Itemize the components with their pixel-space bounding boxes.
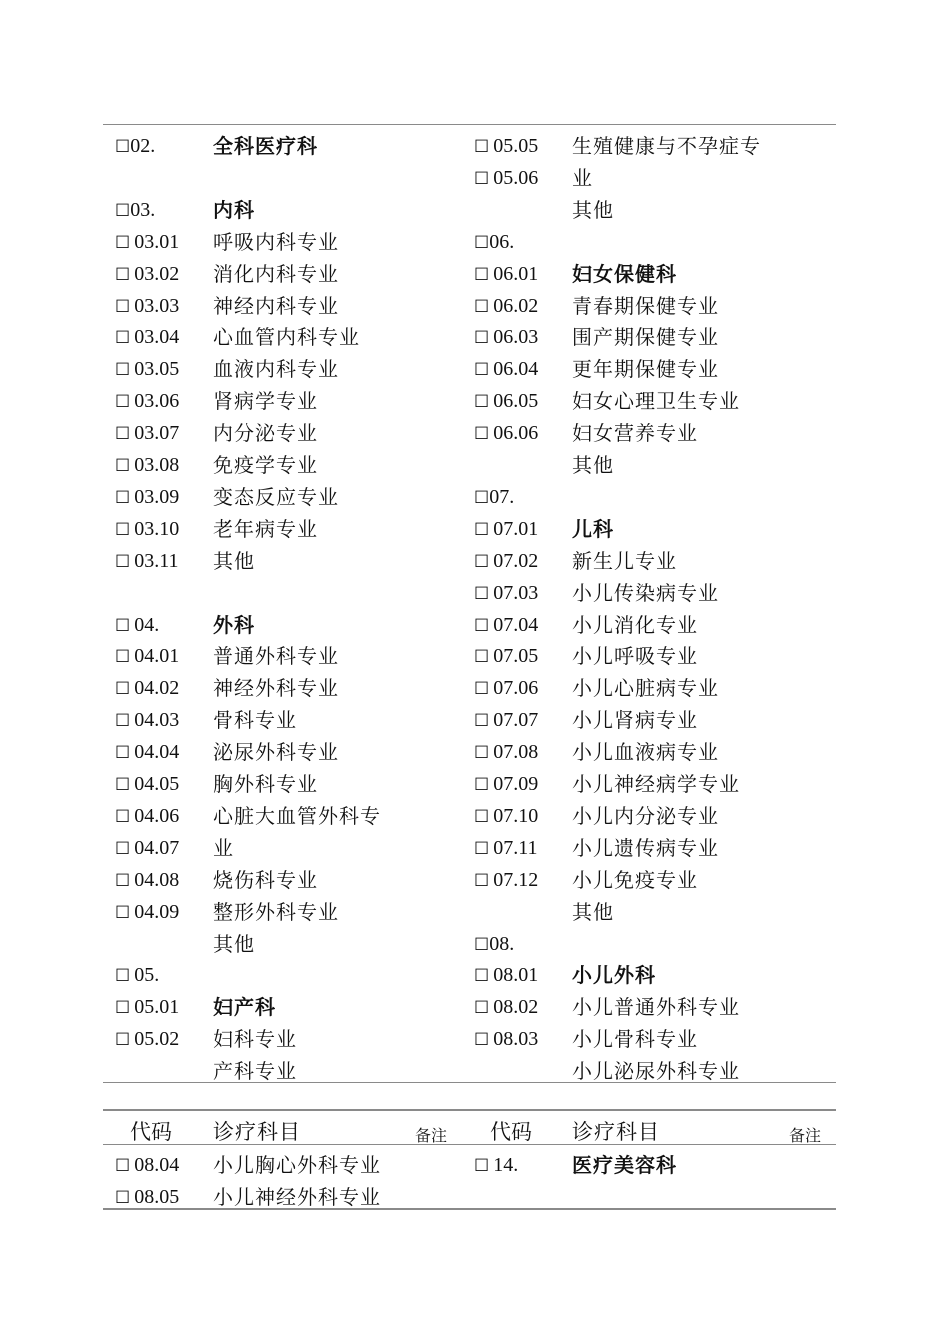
list-item <box>0 353 950 385</box>
checkbox[interactable]: ☐ <box>115 966 131 986</box>
checkbox[interactable]: ☐ <box>115 998 131 1018</box>
checkbox[interactable]: ☐ <box>115 456 131 476</box>
subject-header-right: 诊疗科目 <box>572 1120 660 1144</box>
code-text: 07.04 <box>493 614 539 636</box>
checkbox[interactable]: ☐ <box>115 137 131 157</box>
subject-name: 其他 <box>213 549 255 573</box>
list-item <box>0 896 950 928</box>
subject-name: 围产期保健专业 <box>572 325 719 349</box>
code-text: 07.12 <box>493 869 539 891</box>
subject-code <box>474 481 514 514</box>
subject-code <box>474 130 538 163</box>
subject-name: 内科 <box>213 198 255 222</box>
code-text: 04.09 <box>134 901 180 923</box>
code-text: 02. <box>130 135 156 157</box>
top-rule <box>103 124 836 125</box>
subject-name: 免疫学专业 <box>213 453 318 477</box>
code-text: 07. <box>489 486 515 508</box>
list-item <box>0 1055 950 1087</box>
checkbox[interactable]: ☐ <box>474 839 490 859</box>
code-text: 08.03 <box>493 1028 539 1050</box>
subject-name: 心血管内科专业 <box>213 325 360 349</box>
checkbox[interactable]: ☐ <box>474 392 490 412</box>
note-header-right: 备注 <box>789 1126 822 1145</box>
list-item <box>0 577 950 609</box>
subject-name: 小儿传染病专业 <box>572 581 719 605</box>
subject-code <box>474 800 538 833</box>
checkbox[interactable]: ☐ <box>474 679 490 699</box>
code-text: 08.01 <box>493 964 539 986</box>
subject-code <box>474 640 538 673</box>
subject-name: 全科医疗科 <box>213 134 318 158</box>
subject-name: 新生儿专业 <box>572 549 677 573</box>
subject-code <box>474 545 538 578</box>
list-item <box>0 321 950 353</box>
list-item <box>0 768 950 800</box>
list-item <box>0 1181 950 1213</box>
code-text: 03.11 <box>134 550 179 572</box>
subject-code <box>474 290 538 323</box>
subject-code <box>474 577 538 610</box>
checkbox[interactable]: ☐ <box>474 328 490 348</box>
list-item <box>0 226 950 258</box>
checkbox[interactable]: ☐ <box>474 424 490 444</box>
checkbox[interactable]: ☐ <box>474 711 490 731</box>
code-text: 03.09 <box>134 486 180 508</box>
subject-code <box>474 417 538 450</box>
code-text: 04.03 <box>134 709 180 731</box>
subject-name: 小儿血液病专业 <box>572 740 719 764</box>
list-item <box>0 609 950 641</box>
subject-name: 妇女心理卫生专业 <box>572 389 740 413</box>
subject-code <box>474 768 538 801</box>
subject-name: 内分泌专业 <box>213 421 318 445</box>
code-text: 07.09 <box>493 773 539 795</box>
subject-code <box>115 1181 179 1214</box>
subject-code <box>474 1149 518 1182</box>
checkbox[interactable]: ☐ <box>474 775 490 795</box>
subject-code <box>474 385 538 418</box>
subject-name: 小儿呼吸专业 <box>572 644 698 668</box>
checkbox[interactable]: ☐ <box>115 424 131 444</box>
subject-code <box>474 162 538 195</box>
subject-name: 骨科专业 <box>213 708 297 732</box>
code-text: 03.01 <box>134 231 180 253</box>
subject-code <box>474 321 538 354</box>
subject-code <box>474 928 514 961</box>
code-text: 07.01 <box>493 518 539 540</box>
code-text: 07.03 <box>493 582 539 604</box>
note-header-left: 备注 <box>415 1126 448 1145</box>
subject-name: 呼吸内科专业 <box>213 230 339 254</box>
subject-code <box>474 258 538 291</box>
code-text: 06.03 <box>493 326 539 348</box>
list-item <box>0 130 950 162</box>
subject-code <box>474 672 538 705</box>
subject-name: 小儿骨科专业 <box>572 1027 698 1051</box>
subject-name: 小儿内分泌专业 <box>572 804 719 828</box>
code-text: 06.02 <box>493 295 539 317</box>
subject-name: 小儿遗传病专业 <box>572 836 719 860</box>
list-item <box>0 513 950 545</box>
checkbox[interactable]: ☐ <box>474 233 490 253</box>
checkbox[interactable]: ☐ <box>115 392 131 412</box>
checkbox[interactable]: ☐ <box>115 743 131 763</box>
checkbox[interactable]: ☐ <box>115 201 131 221</box>
checkbox[interactable]: ☐ <box>474 297 490 317</box>
header-top-rule <box>103 1109 836 1111</box>
checkbox[interactable]: ☐ <box>115 1156 131 1176</box>
subject-name: 小儿神经病学专业 <box>572 772 740 796</box>
checkbox[interactable]: ☐ <box>115 488 131 508</box>
subject-name: 其他 <box>213 932 255 956</box>
subject-code <box>474 959 538 992</box>
code-text: 03.04 <box>134 326 180 348</box>
checkbox[interactable]: ☐ <box>115 552 131 572</box>
list-item <box>0 991 950 1023</box>
subject-name: 小儿消化专业 <box>572 613 698 637</box>
list-item <box>0 832 950 864</box>
checkbox[interactable]: ☐ <box>474 584 490 604</box>
subject-name: 整形外科专业 <box>213 900 339 924</box>
checkbox[interactable]: ☐ <box>474 807 490 827</box>
code-text: 14. <box>493 1154 519 1176</box>
subject-code <box>474 513 538 546</box>
checkbox[interactable]: ☐ <box>115 1030 131 1050</box>
subject-name: 其他 <box>572 198 614 222</box>
list-item <box>0 928 950 960</box>
list-item <box>0 1149 950 1181</box>
code-text: 04.08 <box>134 869 180 891</box>
code-text: 06.04 <box>493 358 539 380</box>
code-text: 07.07 <box>493 709 539 731</box>
checkbox[interactable]: ☐ <box>115 871 131 891</box>
list-item <box>0 864 950 896</box>
list-item <box>0 545 950 577</box>
list-item <box>0 417 950 449</box>
subject-code <box>474 991 538 1024</box>
code-text: 06. <box>489 231 515 253</box>
code-text: 04.05 <box>134 773 180 795</box>
checkbox[interactable]: ☐ <box>474 1156 490 1176</box>
code-text: 03.03 <box>134 295 180 317</box>
subject-name: 业 <box>572 166 593 190</box>
subject-name: 业 <box>213 836 234 860</box>
subject-name: 神经外科专业 <box>213 676 339 700</box>
subject-name: 心脏大血管外科专 <box>213 804 381 828</box>
subject-name: 青春期保健专业 <box>572 294 719 318</box>
subject-code <box>474 1023 538 1056</box>
subject-name: 其他 <box>572 453 614 477</box>
checkbox[interactable]: ☐ <box>474 552 490 572</box>
subject-name: 妇科专业 <box>213 1027 297 1051</box>
subject-name: 老年病专业 <box>213 517 318 541</box>
subject-name: 小儿普通外科专业 <box>572 995 740 1019</box>
checkbox[interactable]: ☐ <box>474 743 490 763</box>
subject-name: 小儿肾病专业 <box>572 708 698 732</box>
checkbox[interactable]: ☐ <box>115 233 131 253</box>
code-text: 05. <box>134 964 160 986</box>
list-item <box>0 640 950 672</box>
checkbox[interactable]: ☐ <box>115 328 131 348</box>
checkbox[interactable]: ☐ <box>115 679 131 699</box>
checkbox[interactable]: ☐ <box>115 839 131 859</box>
code-text: 04.04 <box>134 741 180 763</box>
list-item <box>0 449 950 481</box>
checkbox[interactable]: ☐ <box>115 807 131 827</box>
code-text: 03.02 <box>134 263 180 285</box>
subject-name: 更年期保健专业 <box>572 357 719 381</box>
code-text: 04.07 <box>134 837 180 859</box>
code-text: 03.05 <box>134 358 180 380</box>
subject-name: 普通外科专业 <box>213 644 339 668</box>
checkbox[interactable]: ☐ <box>115 520 131 540</box>
code-text: 07.05 <box>493 645 539 667</box>
checkbox[interactable]: ☐ <box>115 775 131 795</box>
checkbox[interactable]: ☐ <box>474 935 490 955</box>
code-text: 04.06 <box>134 805 180 827</box>
code-text: 05.02 <box>134 1028 180 1050</box>
checkbox[interactable]: ☐ <box>474 647 490 667</box>
code-text: 07.11 <box>493 837 538 859</box>
checkbox[interactable]: ☐ <box>115 297 131 317</box>
code-text: 04. <box>134 614 160 636</box>
subject-name: 烧伤科专业 <box>213 868 318 892</box>
list-item <box>0 704 950 736</box>
checkbox[interactable]: ☐ <box>474 265 490 285</box>
code-text: 07.06 <box>493 677 539 699</box>
list-item <box>0 959 950 991</box>
subject-name: 产科专业 <box>213 1059 297 1083</box>
subject-name: 生殖健康与不孕症专 <box>572 134 761 158</box>
checkbox[interactable]: ☐ <box>115 647 131 667</box>
subject-name: 肾病学专业 <box>213 389 318 413</box>
subject-header-left: 诊疗科目 <box>213 1120 301 1144</box>
checkbox[interactable]: ☐ <box>474 488 490 508</box>
subject-name: 外科 <box>213 613 255 637</box>
subject-code <box>474 353 538 386</box>
subject-name: 医疗美容科 <box>572 1153 677 1177</box>
list-item <box>0 258 950 290</box>
code-text: 03.07 <box>134 422 180 444</box>
subject-name: 妇女营养专业 <box>572 421 698 445</box>
subject-name: 消化内科专业 <box>213 262 339 286</box>
subject-name: 小儿外科 <box>572 963 656 987</box>
subject-code <box>474 832 538 865</box>
code-text: 07.02 <box>493 550 539 572</box>
list-item <box>0 194 950 226</box>
checkbox[interactable]: ☐ <box>474 998 490 1018</box>
code-text: 05.05 <box>493 135 539 157</box>
checkbox[interactable]: ☐ <box>115 360 131 380</box>
code-text: 03.10 <box>134 518 180 540</box>
checkbox[interactable]: ☐ <box>474 871 490 891</box>
list-item <box>0 481 950 513</box>
subject-name: 胸外科专业 <box>213 772 318 796</box>
subject-name: 神经内科专业 <box>213 294 339 318</box>
checkbox[interactable]: ☐ <box>474 137 490 157</box>
code-text: 08.05 <box>134 1186 180 1208</box>
subject-name: 妇产科 <box>213 995 276 1019</box>
checkbox[interactable]: ☐ <box>474 966 490 986</box>
code-text: 08.04 <box>134 1154 180 1176</box>
code-text: 07.10 <box>493 805 539 827</box>
checkbox[interactable]: ☐ <box>115 711 131 731</box>
code-header-right: 代码 <box>490 1120 532 1144</box>
code-text: 05.01 <box>134 996 180 1018</box>
subject-name: 血液内科专业 <box>213 357 339 381</box>
code-text: 06.06 <box>493 422 539 444</box>
subject-name: 小儿免疫专业 <box>572 868 698 892</box>
subject-code <box>474 609 538 642</box>
list-item <box>0 385 950 417</box>
code-text: 03.08 <box>134 454 180 476</box>
subject-name: 小儿胸心外科专业 <box>213 1153 381 1177</box>
checkbox[interactable]: ☐ <box>474 360 490 380</box>
subject-name: 小儿心脏病专业 <box>572 676 719 700</box>
checkbox[interactable]: ☐ <box>474 616 490 636</box>
subject-name: 小儿泌尿外科专业 <box>572 1059 740 1083</box>
code-text: 05.06 <box>493 167 539 189</box>
code-text: 04.02 <box>134 677 180 699</box>
checkbox[interactable]: ☐ <box>115 903 131 923</box>
list-item <box>0 290 950 322</box>
code-text: 03. <box>130 199 156 221</box>
code-text: 07.08 <box>493 741 539 763</box>
subject-name: 其他 <box>572 900 614 924</box>
code-header-left: 代码 <box>130 1120 172 1144</box>
checkbox[interactable]: ☐ <box>474 520 490 540</box>
code-text: 06.05 <box>493 390 539 412</box>
list-item <box>0 162 950 194</box>
checkbox[interactable]: ☐ <box>115 265 131 285</box>
checkbox[interactable]: ☐ <box>115 616 131 636</box>
code-text: 08. <box>489 933 515 955</box>
subject-name: 泌尿外科专业 <box>213 740 339 764</box>
checkbox[interactable]: ☐ <box>115 1188 131 1208</box>
subject-name: 妇女保健科 <box>572 262 677 286</box>
subject-name: 儿科 <box>572 517 614 541</box>
list-item <box>0 800 950 832</box>
subject-code <box>474 226 514 259</box>
subject-code <box>474 704 538 737</box>
list-item <box>0 672 950 704</box>
checkbox[interactable]: ☐ <box>474 1030 490 1050</box>
code-text: 04.01 <box>134 645 180 667</box>
code-text: 06.01 <box>493 263 539 285</box>
code-text: 08.02 <box>493 996 539 1018</box>
subject-name: 变态反应专业 <box>213 485 339 509</box>
code-text: 03.06 <box>134 390 180 412</box>
subject-code <box>474 864 538 897</box>
list-item <box>0 736 950 768</box>
subject-name: 小儿神经外科专业 <box>213 1185 381 1209</box>
list-item <box>0 1023 950 1055</box>
subject-code <box>474 736 538 769</box>
checkbox[interactable]: ☐ <box>474 169 490 189</box>
